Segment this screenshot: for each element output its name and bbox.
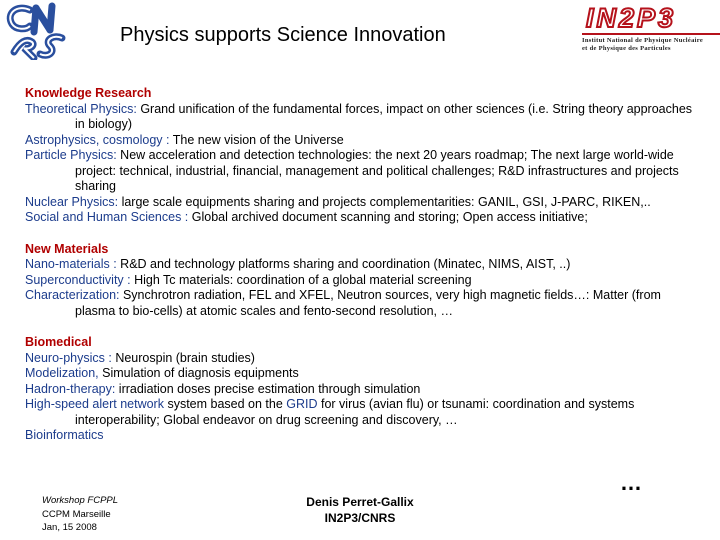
section-biomedical xyxy=(25,335,695,444)
list-item xyxy=(25,351,695,367)
item-lead: Nano-materials : xyxy=(25,257,117,271)
list-item xyxy=(25,366,695,382)
list-item xyxy=(25,273,695,289)
item-lead: Neuro-physics : xyxy=(25,350,112,365)
item-lead: Bioinformatics xyxy=(25,428,104,442)
footer-affiliation: IN2P3/CNRS xyxy=(324,511,396,525)
footer-date: Jan, 15 2008 xyxy=(42,522,97,533)
footer-author-info xyxy=(250,494,470,526)
item-text: R&D and technology platforms sharing and coordination (Minatec, NIMS, AIST, ..) xyxy=(116,257,571,271)
cnrs-logo xyxy=(4,2,68,60)
item-lead: Modelization, xyxy=(25,366,99,380)
item-lead: Nuclear Physics: xyxy=(25,194,119,209)
in2p3-logo-wordmark: IN2P3 xyxy=(586,3,677,33)
item-text: New acceleration and detection technologies: the next 20 years roadmap; The next large world-wide project: technical, industrial, financial, management and political challenges; R&D infrastructures and projects sharing xyxy=(75,148,679,193)
item-lead: Particle Physics: xyxy=(25,148,117,162)
footer-event-info xyxy=(42,494,118,535)
footer-event: Workshop FCPPL xyxy=(42,495,119,506)
slide-body xyxy=(25,86,695,460)
item-text-continued: for virus (avian flu) or tsunami: coordination and systems interoperability; Global endeavor on drug screening and discovery, … xyxy=(75,397,635,427)
item-lead: High-speed alert network xyxy=(25,397,164,411)
section-knowledge-research xyxy=(25,86,695,226)
section-title: Biomedical xyxy=(25,335,92,349)
in2p3-logo-line2: et de Physique des Particules xyxy=(582,45,671,52)
section-title: New Materials xyxy=(25,241,109,256)
list-item xyxy=(25,288,695,319)
in2p3-logo-rule xyxy=(582,33,720,35)
item-text: irradiation doses precise estimation through simulation xyxy=(115,381,421,396)
item-text: Simulation of diagnosis equipments xyxy=(98,366,299,380)
item-lead: Theoretical Physics: xyxy=(25,101,137,116)
item-lead: Social and Human Sciences : xyxy=(25,210,189,224)
item-lead: Characterization: xyxy=(25,288,120,302)
item-text: system based on the xyxy=(163,397,287,411)
list-item xyxy=(25,382,695,398)
section-title: Knowledge Research xyxy=(25,86,152,100)
slide-title: Physics supports Science Innovation xyxy=(120,24,446,46)
item-text: Global archived document scanning and storing; Open access initiative; xyxy=(188,210,588,224)
item-text: large scale equipments sharing and projects complementarities: GANIL, GSI, J-PARC, RIKEN,.. xyxy=(118,194,651,209)
list-item xyxy=(25,428,695,444)
list-item xyxy=(25,210,695,226)
item-text: High Tc materials: coordination of a global material screening xyxy=(130,272,472,287)
item-lead: Hadron-therapy: xyxy=(25,381,116,396)
in2p3-logo xyxy=(582,4,720,50)
item-text: Grand unification of the fundamental forces, impact on other sciences (i.e. String theory approaches in biology) xyxy=(75,101,693,131)
item-text: Synchrotron radiation, FEL and XFEL, Neutron sources, very high magnetic fields…: Matter (from plasma to bio-cells) at atomic scales and fento-second resolution, … xyxy=(75,288,661,318)
list-item xyxy=(25,397,695,428)
list-item xyxy=(25,133,695,149)
item-lead: Superconductivity : xyxy=(25,272,131,287)
footer-place: CCPM Marseille xyxy=(42,508,111,520)
item-text: The new vision of the Universe xyxy=(169,132,344,147)
list-item xyxy=(25,102,695,133)
section-new-materials xyxy=(25,242,695,320)
list-item xyxy=(25,195,695,211)
list-item xyxy=(25,257,695,273)
continuation-ellipsis: … xyxy=(620,470,644,495)
in2p3-logo-line1: Institut National de Physique Nucléaire xyxy=(582,37,704,44)
item-lead: Astrophysics, cosmology : xyxy=(25,132,170,147)
list-item xyxy=(25,148,695,195)
footer-author: Denis Perret-Gallix xyxy=(306,495,414,509)
grid-keyword: GRID xyxy=(286,397,318,411)
item-text: Neurospin (brain studies) xyxy=(111,350,255,365)
